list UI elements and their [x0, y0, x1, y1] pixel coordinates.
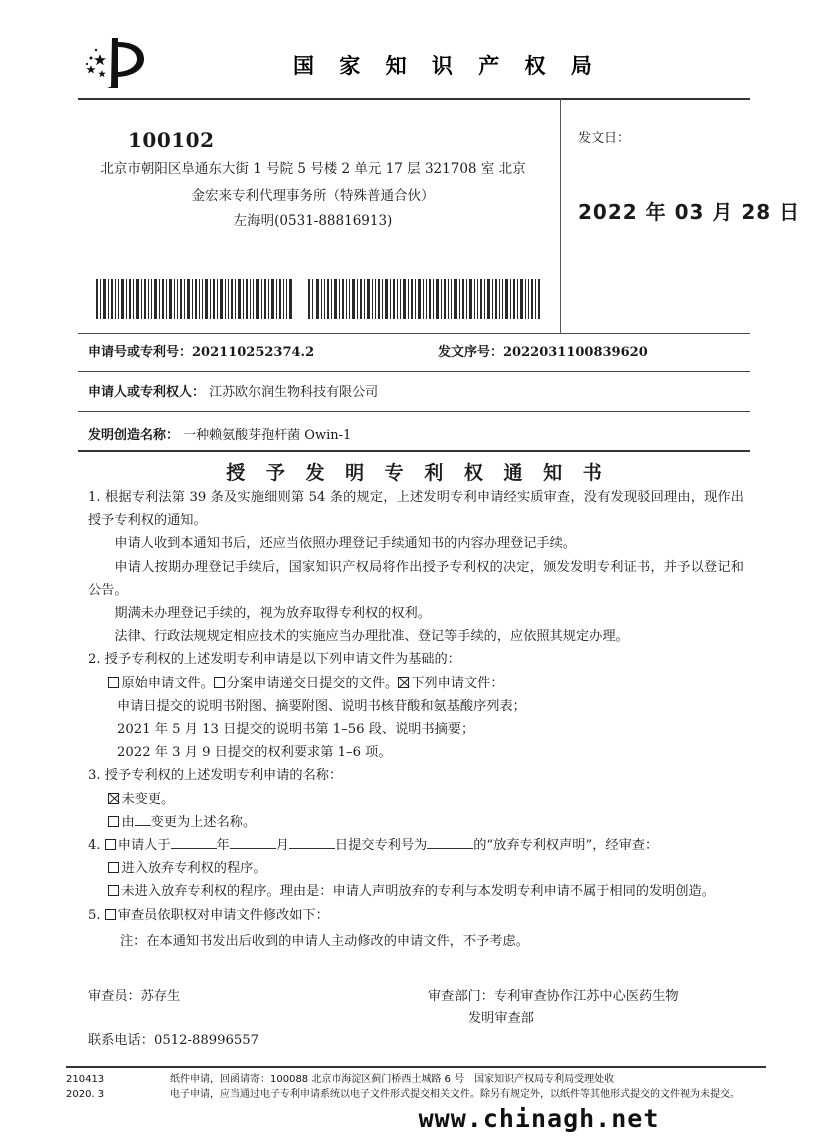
clause-5	[88, 904, 744, 927]
clause-3-option-1-label: 未变更。	[121, 791, 175, 807]
clause-2-option-3-label: 下列申请文件：	[411, 675, 504, 691]
cnipa-logo-icon	[78, 34, 150, 94]
clause-4-option-1-label: 进入放弃专利权的程序。	[121, 861, 267, 877]
clause-2: 2. 授予专利权的上述发明专利申请是以下列申请文件为基础的：	[88, 652, 461, 668]
title-change-blank[interactable]	[135, 825, 151, 826]
footer-codes	[66, 1073, 156, 1102]
footer-paper-notice: 纸件申请，回函请寄：100088 北京市海淀区蓟门桥西土城路 6 号 国家知识产权局专利局受理处收	[170, 1074, 615, 1085]
clause-1-para-4: 法律、行政法规规定相应技术的实施应当办理批准、登记等手续的，应依照其规定办理。	[114, 629, 629, 645]
clause-3-option-2-prefix: 由	[121, 814, 135, 830]
clause-5-label: 审查员依职权对申请文件修改如下：	[117, 907, 329, 923]
footer-code-form: 210413	[66, 1074, 105, 1085]
postcode: 100102	[128, 128, 215, 152]
invention-title-value: 一种赖氨酸芽孢杆菌 Owin-1	[183, 428, 352, 443]
page-title: 授 予 发 明 专 利 权 通 知 书	[226, 462, 609, 484]
address-line-1: 北京市朝阳区阜通东大街 1 号院 5 号楼 2 单元 17 层 321708 室 北京	[100, 161, 526, 177]
checkbox-enter-waiver-procedure[interactable]	[108, 862, 119, 873]
clause-4-option-1	[88, 857, 744, 880]
dispatch-date-value: 2022 年 03 月 28 日	[578, 200, 801, 224]
waiver-month-blank[interactable]	[230, 848, 276, 849]
dispatch-date-label: 发文日：	[578, 131, 631, 146]
info-rule-3	[78, 411, 750, 412]
clause-5-number: 5.	[88, 907, 101, 923]
clause-4-text-d: 日提交专利号为	[334, 838, 428, 854]
contact-phone-value: 0512-88996557	[153, 1033, 260, 1048]
waiver-day-blank[interactable]	[289, 848, 335, 849]
checkbox-following-documents[interactable]	[398, 677, 409, 688]
applicant-row	[88, 381, 378, 400]
clause-3-option-1	[88, 788, 744, 811]
clause-4-text-b: 年	[216, 838, 230, 854]
clause-3: 3. 授予专利权的上述发明专利申请的名称：	[88, 768, 343, 784]
application-number-row	[88, 341, 314, 360]
checkbox-original-application[interactable]	[108, 677, 119, 688]
checkbox-divisional-application[interactable]	[214, 677, 225, 688]
clause-4-text-c: 月	[275, 838, 289, 854]
department-value-line-2: 发明审查部	[468, 1011, 534, 1026]
document-body	[88, 486, 744, 927]
contact-phone-label: 联系电话：	[88, 1033, 154, 1048]
waiver-patent-no-blank[interactable]	[427, 848, 473, 849]
checkbox-title-changed[interactable]	[108, 816, 119, 827]
department-label: 审查部门：	[428, 989, 494, 1004]
footer-electronic-notice: 电子申请，应当通过电子专利申请系统以电子文件形式提交相关文件。除另有规定外，以纸件等其他形式提交的文件视为未提交。	[170, 1088, 740, 1100]
department-value: 专利审查协作江苏中心医药生物	[493, 989, 679, 1004]
clause-2-options	[88, 672, 744, 695]
info-rule-1	[78, 333, 750, 334]
invention-title-row	[88, 424, 351, 443]
address-line-3: 左海明(0531-88816913)	[233, 213, 393, 229]
address-line-2: 金宏来专利代理事务所（特殊普通合伙）	[191, 188, 435, 204]
department-row	[428, 986, 679, 1008]
waiver-year-blank[interactable]	[171, 848, 217, 849]
document-note: 注：在本通知书发出后收到的申请人主动修改的申请文件，不予考虑。	[120, 934, 529, 949]
clause-2-option-2-label: 分案申请递交日提交的文件。	[226, 675, 399, 691]
clause-1: 1. 根据专利法第 39 条及实施细则第 54 条的规定，上述发明专利申请经实质审查，没有发现驳回理由，现作出授予专利权的通知。	[88, 490, 744, 529]
organization-title: 国 家 知 识 产 权 局	[293, 54, 601, 78]
clause-2-option-1-label: 原始申请文件。	[121, 675, 214, 691]
checkbox-examiner-amendment[interactable]	[105, 909, 116, 920]
serial-number-row	[438, 341, 648, 360]
footer-rule	[66, 1066, 766, 1068]
clause-4-text-a: 申请人于	[117, 838, 171, 854]
applicant-label: 申请人或专利权人：	[88, 385, 206, 400]
info-rule-2	[78, 371, 750, 372]
invention-title-label: 发明创造名称：	[88, 428, 180, 443]
watermark: www.chinagh.net	[418, 1104, 660, 1133]
footer-text	[170, 1073, 770, 1102]
clause-1-para-1: 申请人收到本通知书后，还应当依照办理登记手续通知书的内容办理登记手续。	[114, 536, 576, 552]
application-number-value: 202110252374.2	[192, 345, 315, 360]
applicant-value: 江苏欧尔润生物科技有限公司	[209, 385, 379, 400]
clause-1-para-3: 期满未办理登记手续的，视为放弃取得专利权的权利。	[114, 606, 431, 622]
contact-phone-row	[88, 1030, 259, 1052]
clause-3-option-2-suffix: 变更为上述名称。	[150, 814, 257, 830]
serial-number-value: 2022031100839620	[503, 345, 648, 360]
checkbox-title-unchanged[interactable]	[108, 793, 119, 804]
examiner-row	[88, 986, 180, 1008]
clause-1-para-2: 申请人按期办理登记手续后，国家知识产权局将作出授予专利权的决定，颁发发明专利证书，并予以登记和公告。	[88, 559, 744, 598]
header-rule	[78, 98, 750, 100]
clause-3-option-2	[88, 811, 744, 834]
info-rule-4	[78, 450, 750, 452]
clause-2-document-1: 申请日提交的说明书附图、摘要附图、说明书核苷酸和氨基酸序列表；	[117, 698, 526, 714]
date-divider	[560, 99, 561, 334]
barcode-right	[308, 279, 540, 319]
examiner-value: 苏存生	[140, 989, 181, 1004]
document-header	[78, 34, 750, 96]
checkbox-waiver-statement[interactable]	[105, 839, 116, 850]
footer-code-version: 2020. 3	[66, 1088, 105, 1100]
examiner-label: 审查员：	[88, 989, 141, 1004]
serial-number-label: 发文序号：	[438, 345, 504, 360]
clause-4-option-2	[88, 880, 744, 903]
clause-2-document-3: 2022 年 3 月 9 日提交的权利要求第 1–6 项。	[117, 745, 392, 761]
checkbox-not-enter-waiver-procedure[interactable]	[108, 885, 119, 896]
application-number-label: 申请号或专利号：	[88, 345, 193, 360]
clause-4-text-e: 的“放弃专利权声明”，经审查：	[473, 838, 659, 854]
clause-4-number: 4.	[88, 838, 101, 854]
clause-2-document-2: 2021 年 5 月 13 日提交的说明书第 1–56 段、说明书摘要；	[117, 722, 475, 738]
clause-4-option-2-label: 未进入放弃专利权的程序。理由是：申请人声明放弃的专利与本发明专利申请不属于相同的发明创造。	[121, 884, 715, 900]
barcode-left	[96, 279, 292, 319]
clause-4	[88, 834, 744, 857]
